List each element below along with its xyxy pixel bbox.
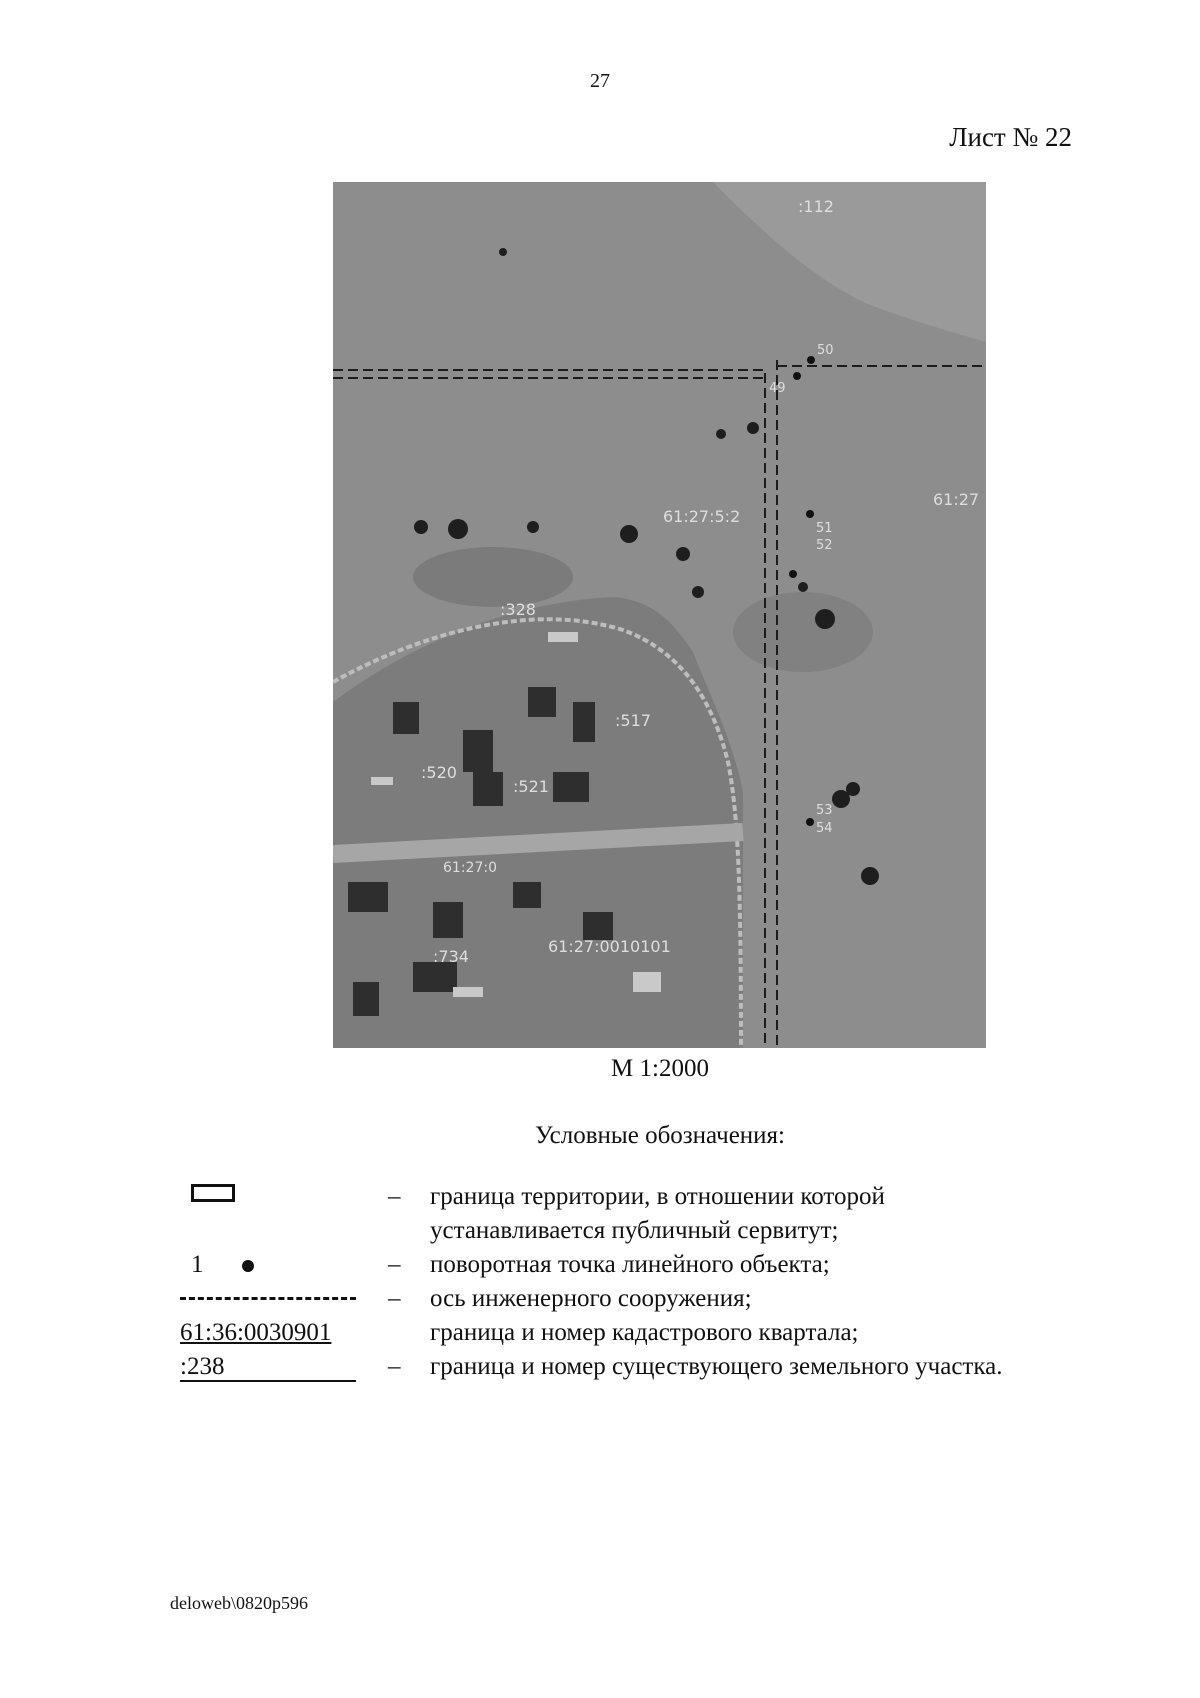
point-description: поворотная точка линейного объекта; xyxy=(430,1251,830,1278)
cadastral-symbol xyxy=(180,1316,356,1350)
map-svg xyxy=(333,182,986,1048)
map-label-plot-517: :517 xyxy=(615,711,651,730)
legend-dash: – xyxy=(388,1285,401,1312)
legend-row-parcel xyxy=(180,1350,1100,1384)
axis-symbol xyxy=(180,1282,356,1316)
map-image xyxy=(333,182,986,1048)
page-number: 27 xyxy=(590,70,610,92)
map-label-plot-521: :521 xyxy=(513,777,549,796)
parcel-number: :238 xyxy=(180,1350,356,1382)
axis-description: ось инженерного сооружения; xyxy=(430,1285,752,1312)
legend-dash: – xyxy=(388,1251,401,1278)
legend-row-boundary xyxy=(180,1180,1100,1214)
map-label-quarter-bottom: 61:27:0010101 xyxy=(548,937,671,956)
parcel-symbol xyxy=(180,1350,356,1384)
map-label-point-49: 49 xyxy=(769,381,786,396)
map-label-plot-112: :112 xyxy=(798,197,834,216)
legend-dash: – xyxy=(388,1353,401,1380)
point-number: 1 xyxy=(191,1251,204,1278)
legend-row-cadastral xyxy=(180,1316,1100,1350)
legend-title: Условные обозначения: xyxy=(534,1122,786,1149)
map-label-point-54: 54 xyxy=(816,821,833,836)
map-label-quarter-center: 61:27:5:2 xyxy=(663,507,741,526)
cadastral-description: граница и номер кадастрового квартала; xyxy=(430,1319,859,1346)
dot-icon xyxy=(242,1260,254,1272)
boundary-description-line-1: граница территории, в отношении которой xyxy=(430,1183,885,1210)
boundary-description-line-2: устанавливается публичный сервитут; xyxy=(430,1217,839,1244)
map-label-point-53: 53 xyxy=(816,803,833,818)
terrain-patch xyxy=(733,592,873,672)
footer-doc-id: deloweb\0820p596 xyxy=(170,1593,308,1613)
map-label-plot-328: :328 xyxy=(500,600,536,619)
map-label-quarter-bottom-left: 61:27:0 xyxy=(443,860,497,876)
boundary-symbol xyxy=(180,1180,356,1214)
point-symbol xyxy=(180,1248,356,1282)
map-scale: М 1:2000 xyxy=(611,1055,709,1082)
map-label-quarter-right: 61:27 xyxy=(933,490,980,509)
sheet-label: Лист № 22 xyxy=(949,122,1072,152)
legend-row-axis xyxy=(180,1282,1100,1316)
legend-dash: – xyxy=(388,1183,401,1210)
legend-row-boundary-cont xyxy=(180,1214,1100,1248)
legend xyxy=(180,1180,1100,1384)
settlement-area xyxy=(333,597,743,1048)
map-label-point-50: 50 xyxy=(817,343,834,358)
map-label-plot-520: :520 xyxy=(421,763,457,782)
dashed-line-icon xyxy=(180,1297,356,1300)
parcel-description: граница и номер существующего земельного участка. xyxy=(430,1353,1003,1380)
map-label-point-51: 51 xyxy=(816,521,833,536)
terrain-patch xyxy=(413,547,573,607)
rectangle-icon xyxy=(191,1184,235,1202)
legend-row-point xyxy=(180,1248,1100,1282)
cadastral-number: 61:36:0030901 xyxy=(180,1319,332,1346)
map-label-plot-734: :734 xyxy=(433,947,469,966)
map-label-point-52: 52 xyxy=(816,538,833,553)
